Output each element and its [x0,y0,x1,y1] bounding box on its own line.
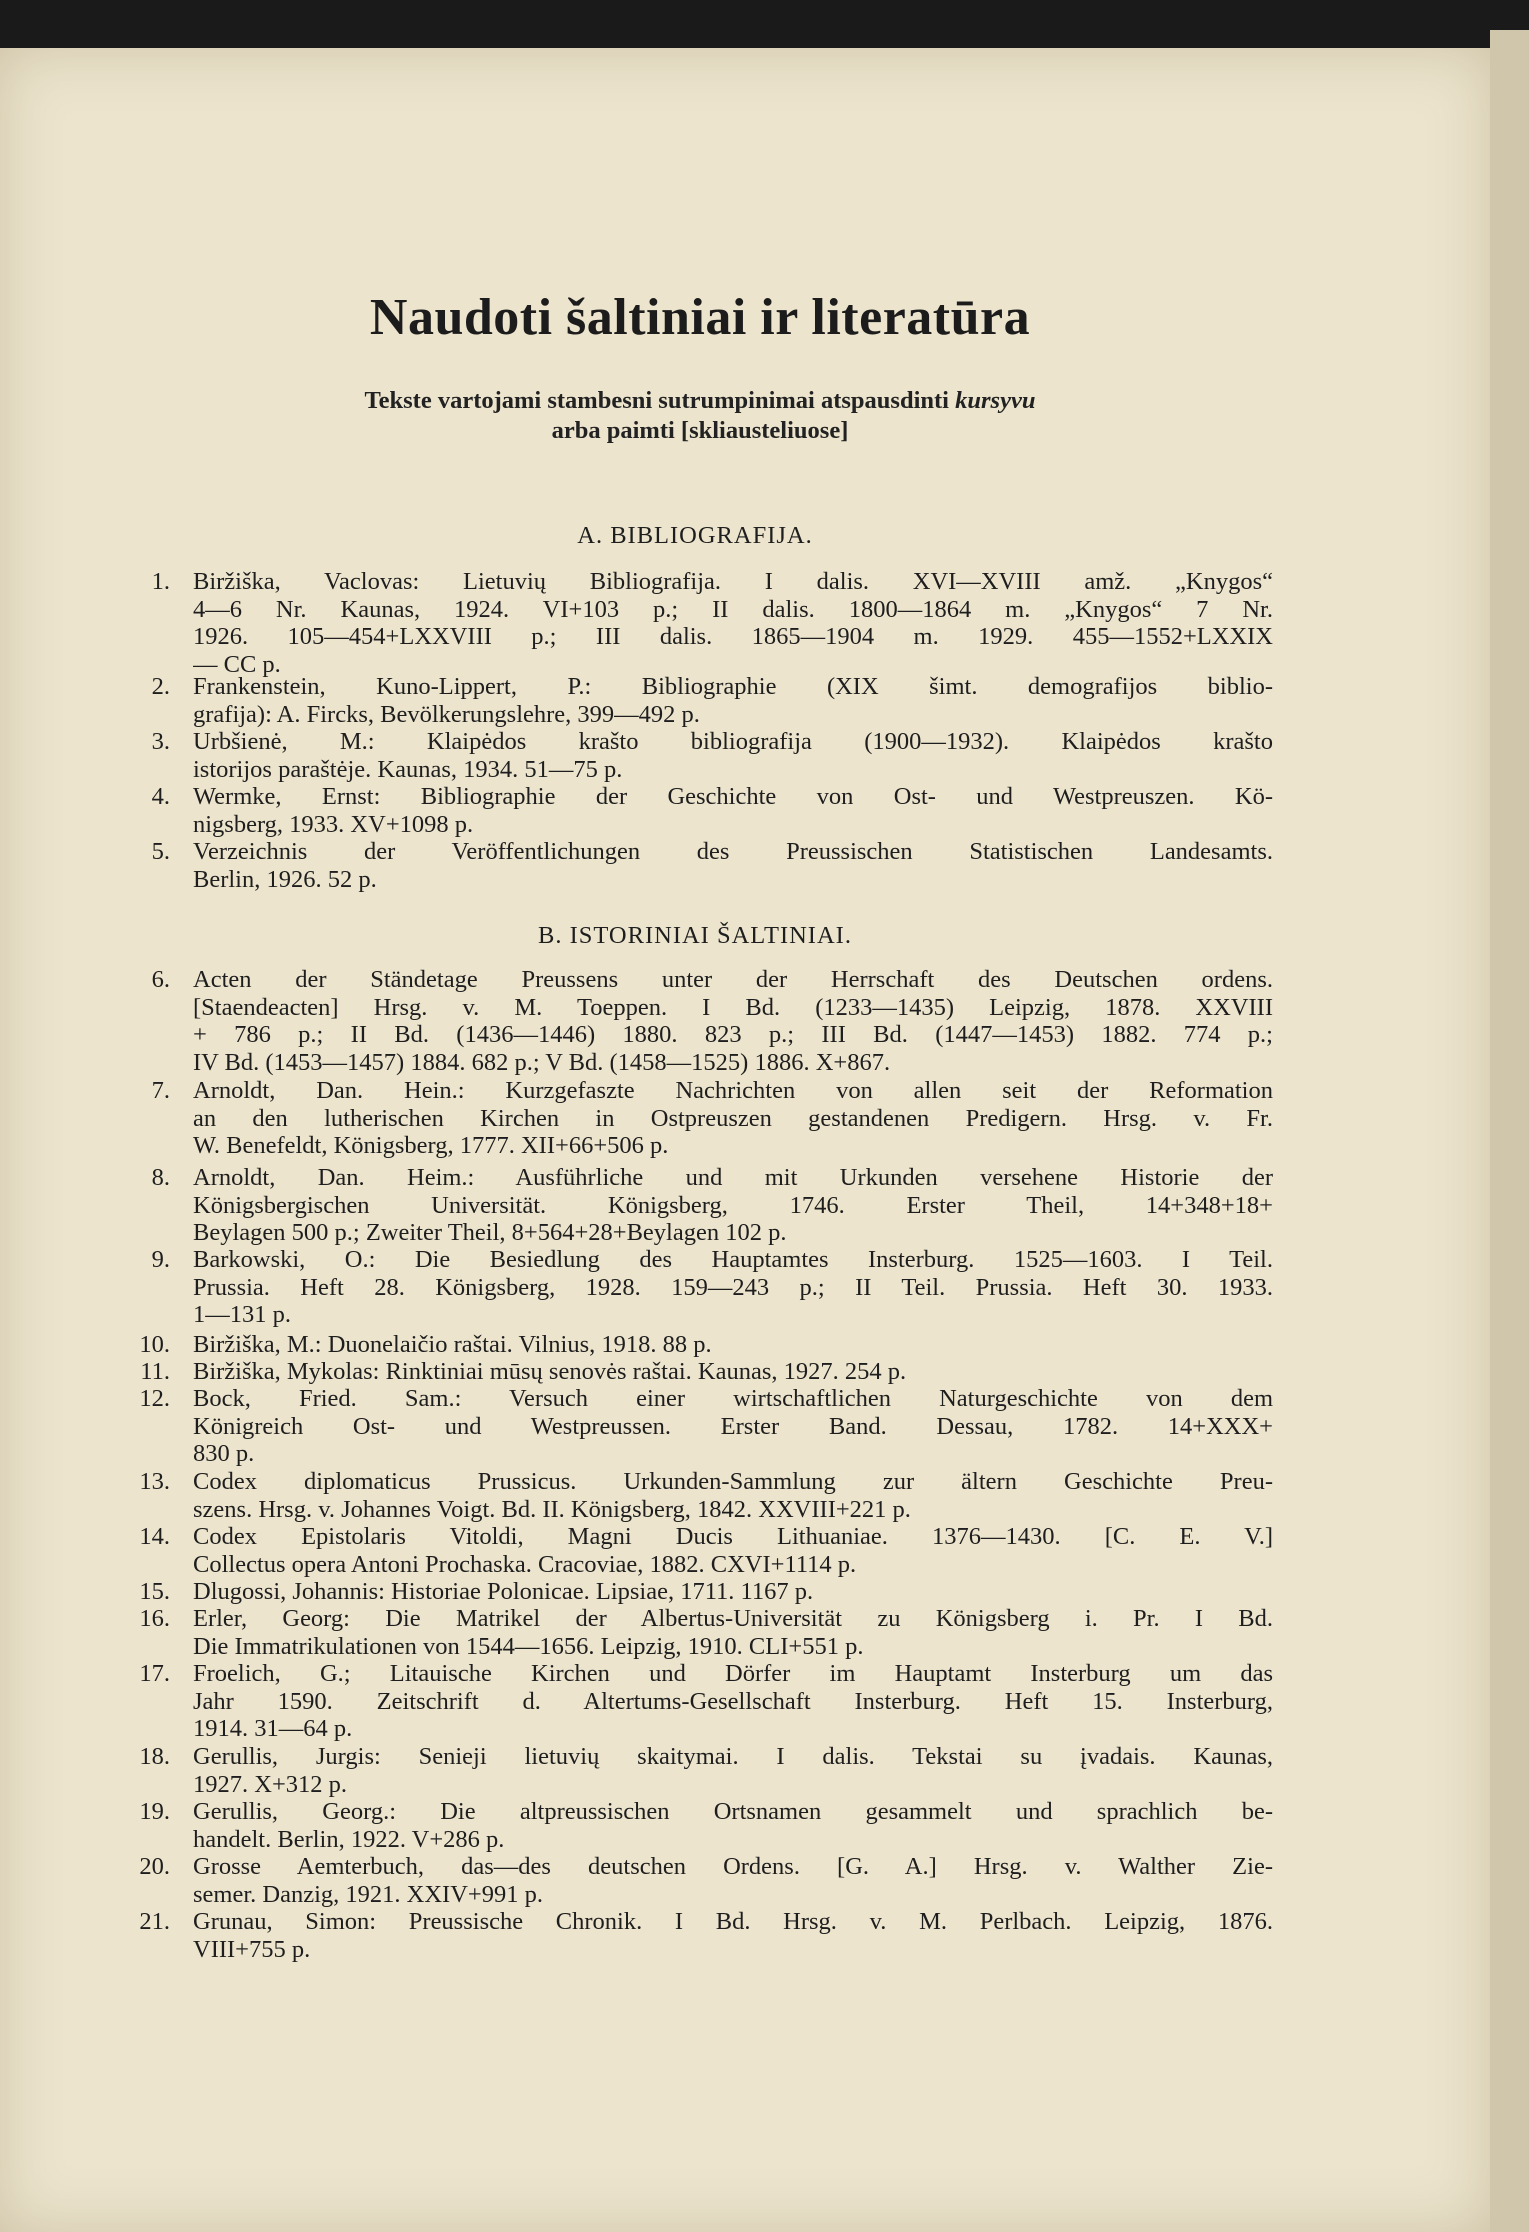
entry-number: 14. [139,1523,170,1550]
entry-line: Barkowski, O.: Die Besiedlung des Hauptamtes Insterburg. 1525—1603. I Teil. [193,1246,1273,1273]
bibliography-entry [139,1660,1273,1743]
entry-line: 1914. 31—64 p. [193,1715,353,1742]
subtitle-text-2: arba paimti [skliausteliuose] [551,417,849,444]
entry-line: Froelich, G.; Litauische Kirchen und Dörfer im Hauptamt Insterburg um das [193,1660,1273,1687]
subtitle-italic: kursyvu [955,387,1036,414]
entry-text [193,1246,1273,1329]
entry-number: 3. [151,728,170,755]
entry-line: Die Immatrikulationen von 1544—1656. Leipzig, 1910. CLI+551 p. [193,1632,864,1660]
bibliography-entry [139,1605,1273,1660]
bibliography-entry [139,1578,1270,1606]
entry-number: 12. [139,1385,170,1412]
entry-number: 4. [151,783,170,810]
entry-number: 11. [140,1358,170,1385]
entry-number: 15. [139,1578,170,1605]
entry-line: — CC p. [193,650,281,678]
entry-line: 1926. 105—454+LXXVIII p.; III dalis. 1865—1904 m. 1929. 455—1552+LXXIX [193,623,1273,650]
section-heading-b: B. ISTORINIAI ŠALTINIAI. [538,922,852,949]
bibliography-entry [145,838,1273,893]
entry-line: 1927. X+312 p. [193,1770,348,1798]
entry-number: 2. [151,673,170,700]
entry-number: 9. [151,1246,170,1273]
entry-line: istorijos paraštėje. Kaunas, 1934. 51—75 p. [193,755,623,783]
entry-number: 6. [151,966,170,993]
entry-line: Frankenstein, Kuno-Lippert, P.: Bibliographie (XIX šimt. demografijos biblio- [193,673,1273,700]
entry-line: Berlin, 1926. 52 p. [193,865,377,893]
entry-line: + 786 p.; II Bd. (1436—1446) 1880. 823 p.; III Bd. (1447—1453) 1882. 774 p.; [193,1021,1273,1048]
entry-text [193,1743,1273,1798]
entry-line: nigsberg, 1933. XV+1098 p. [193,810,474,838]
bibliography-entry [145,728,1273,783]
entry-number: 16. [139,1605,170,1632]
entry-text [193,1077,1273,1160]
entry-text [193,673,1273,728]
entry-line: Biržiška, Vaclovas: Lietuvių Bibliografija. I dalis. XVI—XVIII amž. „Knygos“ [193,568,1273,595]
entry-text [193,1605,1273,1660]
entry-text [193,1660,1273,1743]
entry-line: Arnoldt, Dan. Hein.: Kurzgefaszte Nachrichten von allen seit der Reformation [193,1077,1273,1104]
bibliography-entry [145,1246,1273,1329]
page-subtitle [0,386,1400,446]
entry-line: IV Bd. (1453—1457) 1884. 682 p.; V Bd. (1458—1525) 1886. X+867. [193,1048,891,1076]
bibliography-entry [139,1908,1273,1963]
entry-line: Codex diplomaticus Prussicus. Urkunden-Sammlung zur ältern Geschichte Preu- [193,1468,1273,1495]
entry-line: handelt. Berlin, 1922. V+286 p. [193,1825,505,1853]
bibliography-entry [139,1743,1273,1798]
entry-line: Gerullis, Jurgis: Senieji lietuvių skaitymai. I dalis. Tekstai su įvadais. Kaunas, [193,1743,1273,1770]
entry-number: 5. [151,838,170,865]
entry-number: 10. [139,1331,170,1358]
page-title: Naudoti šaltiniai ir literatūra [369,289,1031,346]
entry-line: Jahr 1590. Zeitschrift d. Altertums-Gesellschaft Insterburg. Heft 15. Insterburg, [193,1687,1273,1715]
entry-line: 4—6 Nr. Kaunas, 1924. VI+103 p.; II dalis. 1800—1864 m. „Knygos“ 7 Nr. [193,595,1273,623]
entry-text [193,568,1273,678]
bibliography-entry [139,1853,1273,1908]
entry-line: 830 p. [193,1440,255,1467]
page-edge [1490,30,1529,2232]
entry-line: 1—131 p. [193,1301,291,1328]
entry-line: Acten der Ständetage Preussens unter der Herrschaft des Deutschen ordens. [193,966,1273,993]
entry-number: 21. [139,1908,170,1935]
entry-line: Königreich Ost- und Westpreussen. Erster Band. Dessau, 1782. 14+XXX+ [193,1412,1273,1440]
entry-line: Prussia. Heft 28. Königsberg, 1928. 159—243 p.; II Teil. Prussia. Heft 30. 1933. [193,1273,1273,1301]
entry-line: Grosse Aemterbuch, das—des deutschen Ordens. [G. A.] Hrsg. v. Walther Zie- [193,1853,1273,1880]
entry-line: Wermke, Ernst: Bibliographie der Geschichte von Ost- und Westpreuszen. Kö- [193,783,1273,810]
entry-line: Biržiška, M.: Duonelaičio raštai. Vilnius, 1918. 88 p. [193,1331,712,1358]
entry-line: Urbšienė, M.: Klaipėdos krašto bibliografija (1900—1932). Klaipėdos krašto [193,728,1273,755]
entry-line: Gerullis, Georg.: Die altpreussischen Ortsnamen gesammelt und sprachlich be- [193,1798,1273,1825]
section-heading-a: A. BIBLIOGRAFIJA. [577,522,813,549]
bibliography-entry [145,1164,1273,1247]
entry-text [193,838,1273,893]
entry-line: [Staendeacten] Hrsg. v. M. Toeppen. I Bd. (1233—1435) Leipzig, 1878. XXVIII [193,993,1273,1021]
entry-text [193,966,1273,1076]
bibliography-entry [139,1468,1273,1523]
entry-text [193,1164,1273,1247]
entry-line: Bock, Fried. Sam.: Versuch einer wirtschaftlichen Naturgeschichte von dem [193,1385,1273,1412]
entry-number: 1. [151,568,170,595]
bibliography-entry [139,1523,1273,1578]
entry-line: Grunau, Simon: Preussische Chronik. I Bd. Hrsg. v. M. Perlbach. Leipzig, 1876. [193,1908,1273,1935]
entry-number: 17. [139,1660,170,1687]
entry-line: szens. Hrsg. v. Johannes Voigt. Bd. II. Königsberg, 1842. XXVIII+221 p. [193,1495,911,1523]
bibliography-entry [140,1358,1270,1386]
entry-text [193,1385,1273,1468]
entry-number: 8. [151,1164,170,1191]
entry-text [193,1798,1273,1853]
entry-number: 13. [139,1468,170,1495]
entry-line: W. Benefeldt, Königsberg, 1777. XII+66+506 p. [193,1132,669,1159]
entry-text [193,783,1273,838]
entry-number: 20. [139,1853,170,1880]
entry-text [193,728,1273,783]
entry-line: Königsbergischen Universität. Königsberg, 1746. Erster Theil, 14+348+18+ [193,1191,1273,1219]
entry-number: 7. [151,1077,170,1104]
bibliography-entry [139,1385,1273,1468]
entry-line: Collectus opera Antoni Prochaska. Cracoviae, 1882. CXVI+1114 p. [193,1550,857,1578]
subtitle-text: Tekste vartojami stambesni sutrumpinimai atspausdinti [364,387,949,414]
entry-number: 19. [139,1798,170,1825]
entry-line: Biržiška, Mykolas: Rinktiniai mūsų senovės raštai. Kaunas, 1927. 254 p. [193,1358,907,1385]
entry-text [193,1358,1273,1386]
entry-text [193,1908,1273,1963]
entry-text [193,1523,1273,1578]
bibliography-entry [139,1798,1273,1853]
entry-text [193,1853,1273,1908]
entry-line: Beylagen 500 p.; Zweiter Theil, 8+564+28+Beylagen 102 p. [193,1219,787,1246]
entry-line: grafija): A. Fircks, Bevölkerungslehre, 399—492 p. [193,700,700,728]
entry-line: Arnoldt, Dan. Heim.: Ausführliche und mit Urkunden versehene Historie der [193,1164,1273,1191]
entry-line: VIII+755 p. [193,1935,311,1963]
entry-line: an den lutherischen Kirchen in Ostpreuszen gestandenen Predigern. Hrsg. v. Fr. [193,1104,1273,1132]
bibliography-entry [145,966,1273,1076]
bibliography-entry [145,568,1273,678]
entry-line: Erler, Georg: Die Matrikel der Albertus-Universität zu Königsberg i. Pr. I Bd. [193,1605,1273,1632]
bibliography-entry [139,1331,1270,1359]
bibliography-entry [145,1077,1273,1160]
entry-text [193,1468,1273,1523]
bibliography-entry [145,783,1273,838]
entry-line: Dlugossi, Johannis: Historiae Polonicae. Lipsiae, 1711. 1167 p. [193,1578,814,1605]
entry-line: Verzeichnis der Veröffentlichungen des Preussischen Statistischen Landesamts. [193,838,1273,865]
entry-line: semer. Danzig, 1921. XXIV+991 p. [193,1880,543,1908]
entry-line: Codex Epistolaris Vitoldi, Magni Ducis Lithuaniae. 1376—1430. [C. E. V.] [193,1523,1273,1550]
entry-text [193,1331,1273,1359]
bibliography-entry [145,673,1273,728]
entry-text [193,1578,1273,1606]
entry-number: 18. [139,1743,170,1770]
